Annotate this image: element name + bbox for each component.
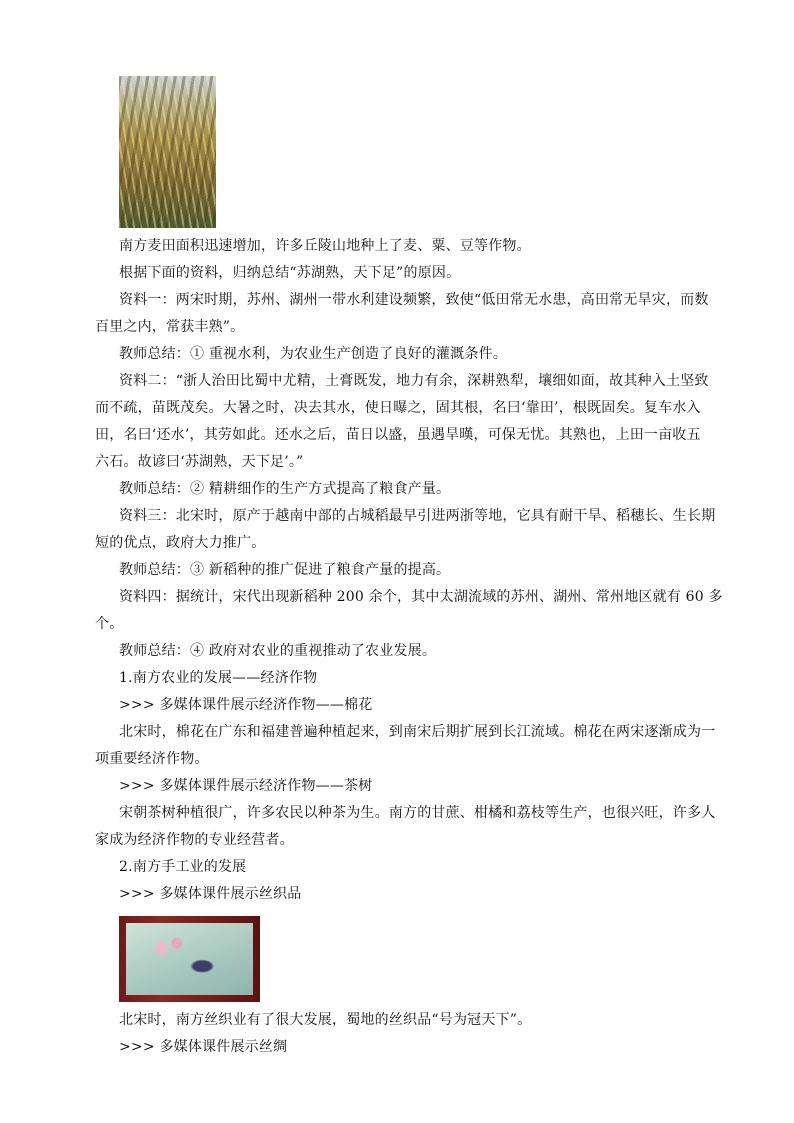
paragraph-line: 资料四：据统计，宋代出现新稻种 200 余个，其中太湖流域的苏州、湖州、常州地区就有 60 多 <box>119 589 723 605</box>
paragraph-line: 教师总结：④ 政府对农业的重视推动了农业发展。 <box>119 643 437 659</box>
section-heading: 2.南方手工业的发展 <box>119 859 247 875</box>
paragraph-line: 资料一：两宋时期，苏州、湖州一带水利建设频繁，致使“低田常无水患，高田常无旱灾，而数 <box>119 292 709 308</box>
multimedia-note: >>> 多媒体课件展示经济作物——茶树 <box>119 778 373 794</box>
paragraph-line: 宋朝茶树种植很广，许多农民以种茶为生。南方的甘蔗、柑橘和荔枝等生产，也很兴旺，许多人 <box>119 805 716 821</box>
paragraph-line: 六石。故谚曰‘苏湖熟，天下足’。” <box>95 454 304 470</box>
section-heading: 1.南方农业的发展——经济作物 <box>119 670 318 686</box>
paragraph-line: 百里之内，常获丰熟”。 <box>95 319 245 335</box>
paragraph-line: 个。 <box>95 616 124 632</box>
paragraph-line: 资料二：“浙人治田比蜀中尤精，土膏既发，地力有余，深耕熟犁，壤细如面，故其种入土坚致 <box>119 373 709 389</box>
paragraph-line: 教师总结：② 精耕细作的生产方式提高了粮食产量。 <box>119 481 451 497</box>
multimedia-note: >>> 多媒体课件展示丝织品 <box>119 886 302 902</box>
paragraph-line: 家成为经济作物的专业经营者。 <box>95 832 294 848</box>
silk-embroidery-image <box>119 916 260 1002</box>
paragraph-line: 北宋时，南方丝织业有了很大发展，蜀地的丝织品“号为冠天下”。 <box>119 1012 532 1028</box>
paragraph-line: 教师总结：③ 新稻种的推广促进了粮食产量的提高。 <box>119 562 451 578</box>
paragraph-line: 根据下面的资料，归纳总结“苏湖熟，天下足”的原因。 <box>119 265 461 281</box>
paragraph-line: 北宋时，棉花在广东和福建普遍种植起来，到南宋后期扩展到长江流域。棉花在两宋逐渐成为一 <box>119 724 716 740</box>
paragraph-line: 短的优点，政府大力推广。 <box>95 535 266 551</box>
paragraph-line: 田，名曰‘还水’，其劳如此。还水之后，苗日以盛，虽遇旱暵，可保无忧。其熟也，上田一亩收五 <box>95 427 701 443</box>
paragraph-line: 资料三：北宋时，原产于越南中部的占城稻最早引进两浙等地，它具有耐干旱、稻穗长、生长期 <box>119 508 716 524</box>
paragraph-line: 南方麦田面积迅速增加，许多丘陵山地种上了麦、粟、豆等作物。 <box>119 238 531 254</box>
wheat-field-image <box>119 76 216 228</box>
silk-embroidery-panel <box>126 923 253 995</box>
paragraph-line: 而不疏，苗既茂矣。大暑之时，决去其水，使日曝之，固其根，名曰‘靠田’，根既固矣。复车水入 <box>95 400 701 416</box>
multimedia-note: >>> 多媒体课件展示经济作物——棉花 <box>119 697 373 713</box>
paragraph-line: 教师总结：① 重视水利，为农业生产创造了良好的灌溉条件。 <box>119 346 508 362</box>
multimedia-note: >>> 多媒体课件展示丝绸 <box>119 1039 288 1055</box>
paragraph-line: 项重要经济作物。 <box>95 751 209 767</box>
